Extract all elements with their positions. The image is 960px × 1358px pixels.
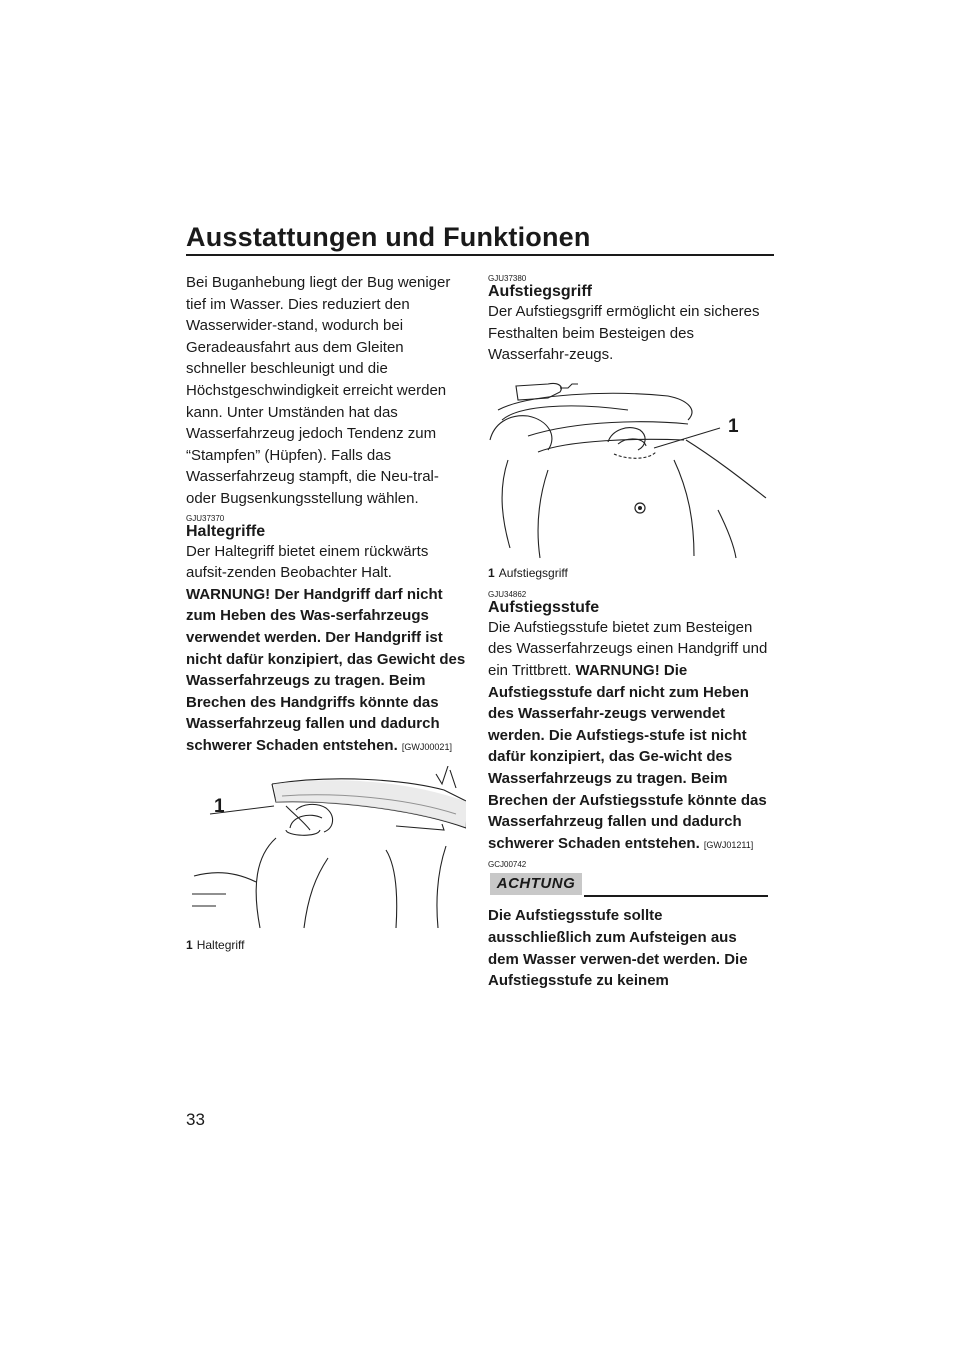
haltegriffe-paragraph	[186, 541, 466, 759]
figure-aufstiegsgriff	[488, 380, 768, 580]
figure-callout: 1	[214, 796, 225, 818]
section-code: GJU34862	[488, 589, 527, 599]
intro-paragraph: Bei Buganhebung liegt der Bug weniger tief im Wasser. Dies reduziert den Wasserwider-stand, wodurch bei Geradeausfahrt aus dem Gleiten schneller beschleunigt und die Höchstgeschwindigkeit erreicht werden kann. Unter Umständen hat das Wasserfahrzeug jedoch Tendenz zum “Stampfen” (Hüpfen). Falls das Wasserfahrzeug stampft, die Neu-tral- oder Bugsenkungsstellung wählen.	[186, 274, 451, 507]
figure-caption	[186, 938, 245, 952]
title-rule	[186, 254, 774, 256]
haltegriff-illustration	[186, 766, 466, 934]
figure-caption	[488, 566, 568, 580]
section-code: GJU37370	[186, 513, 225, 523]
caution-text: Die Aufstiegsstufe sollte ausschließlich zum Aufsteigen aus dem Wasser verwen-det werden. Die Aufstiegsstufe zu keinem	[488, 907, 748, 990]
caution-badge: ACHTUNG	[490, 873, 582, 895]
left-column	[186, 272, 466, 952]
section-heading-aufstiegsstufe: Aufstiegsstufe	[488, 598, 600, 616]
section-heading-haltegriffe: Haltegriffe	[186, 522, 266, 540]
caution-rule	[584, 895, 768, 897]
aufstiegsstufe-paragraph	[488, 617, 768, 857]
caution-paragraph	[488, 905, 768, 991]
caption-text: Haltegriff	[196, 938, 245, 953]
caption-number: 1	[186, 938, 193, 953]
figure-callout: 1	[728, 415, 739, 437]
warning-text: WARNUNG! Die Aufstiegsstufe darf nicht zum Heben des Wasserfahr-zeugs verwendet werden. Die Aufstiegs-stufe ist nicht dafür konzipiert, das Ge-wicht des Wasserfahrzeugs zu tragen. Beim Brechen der Aufstiegsstufe könnte das Wasserfahrzeug fallen und dadurch schwerer Schaden entstehen.	[488, 661, 767, 852]
section-heading-aufstiegsgriff: Aufstiegsgriff	[488, 283, 592, 300]
warning-text: WARNUNG! Der Handgriff darf nicht zum Heben des Was-serfahrzeugs verwendet werden. Der Handgriff ist nicht dafür konzipiert, das Gewicht des Wasserfahrzeugs zu tragen. Beim Brechen des Handgriffs könnte das Wasserfahrzeug fallen und dadurch schwerer Schaden entstehen.	[186, 585, 466, 754]
figure-haltegriff	[186, 766, 466, 952]
caption-text: Aufstiegsgriff	[498, 565, 568, 580]
warning-ref: [GWJ00021]	[401, 741, 452, 752]
section-code: GJU37380	[488, 274, 527, 283]
aufstiegsgriff-paragraph: Der Aufstiegsgriff ermöglicht ein sicheres Festhalten beim Besteigen des Wasserfahr-zeugs.	[488, 303, 760, 364]
caption-number: 1	[488, 565, 495, 580]
haltegriffe-text: Der Haltegriff bietet einem rückwärts aufsit-zenden Beobachter Halt.	[186, 542, 429, 582]
section-code: GCJ00742	[488, 860, 527, 870]
caution-header	[488, 871, 768, 897]
warning-ref: [GWJ01211]	[703, 839, 754, 850]
aufstiegsgriff-illustration	[488, 380, 768, 560]
page-title: Ausstattungen und Funktionen	[186, 222, 591, 252]
page-number: 33	[186, 1110, 205, 1129]
aufstiegsstufe-text: Die Aufstiegsstufe bietet zum Besteigen des Wasserfahrzeugs einen Handgriff und ein Trittbrett.	[488, 618, 768, 679]
right-column	[488, 274, 768, 992]
